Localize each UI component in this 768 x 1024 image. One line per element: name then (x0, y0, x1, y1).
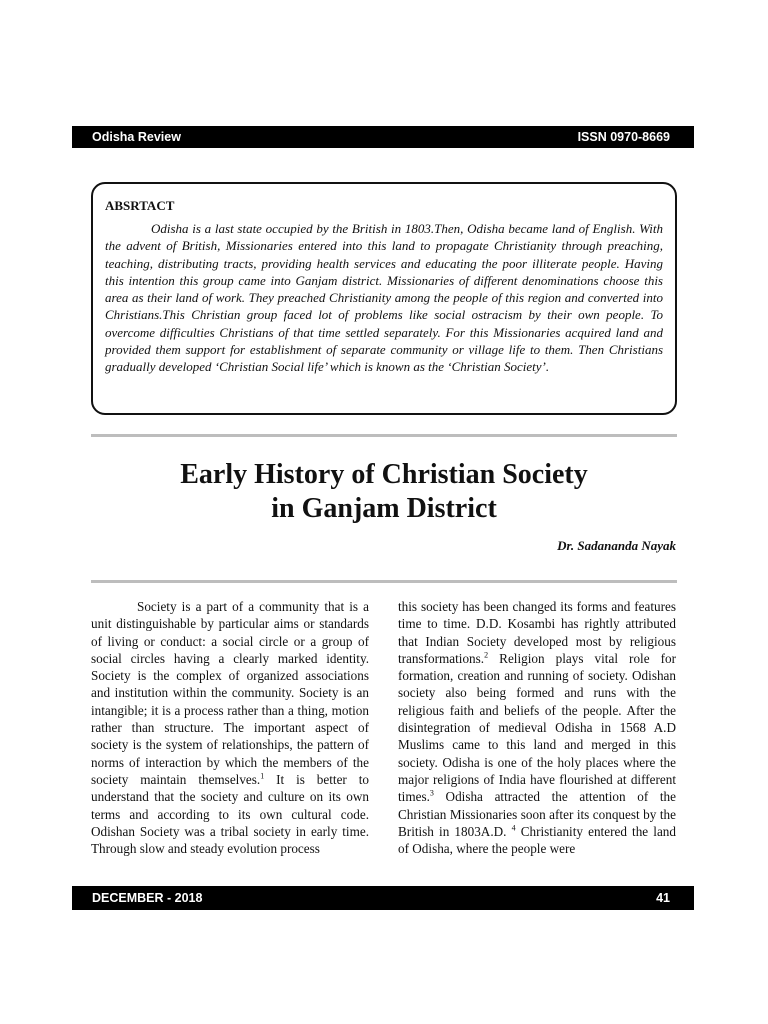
page-number: 41 (656, 891, 670, 905)
body-column-left (91, 598, 369, 857)
right-para-2: Religion plays vital role for formation, creation and running of society. Odishan society also being formed and runs with the religious faith and beliefs of the people. After the disintegration of medieval Odisha in 1568 A.D Muslims came to this land and merged in this society. Odisha is one of the holy places where the major religions of India have flourished at different times. (398, 650, 676, 805)
journal-name: Odisha Review (92, 130, 181, 144)
title-line-1: Early History of Christian Society (180, 459, 588, 490)
title-line-2: in Ganjam District (271, 493, 497, 524)
left-para-1: Society is a part of a community that is a unit distinguishable by particular aims or standards of living or conduct: a social circle or a group of social circles having a clearly marked identity. Society is the complex of organized associations and institution within the community. Society is an intangible; it is a process rather than a thing, motion rather than structure. The important aspect of society is the system of relationships, the pattern of norms of interaction by which the members of the society maintain themselves. (91, 599, 369, 787)
running-footer (72, 886, 694, 910)
left-para-2: It is better to understand that the society and culture on its own terms and according to its own cultural code. Odishan Society was a tribal society in early time. Through slow and steady evolution process (91, 771, 369, 857)
abstract-text: Odisha is a last state occupied by the British in 1803.Then, Odisha became land of English. With the advent of British, Missionaries entered into this land to propagate Christianity through preaching, teaching, distributing tracts, providing health services and educating the poor illiterate people. Having this intention this group came into Ganjam district. Missionaries of different denominations choose this area as their land of work. They preached Christianity among the people of this region and converted into Christians.This Christian group faced lot of problems like social ostracism by their own people. To overcome difficulties Christians of that time settled separately. For this Missionaries acquired land and provided them support for establishment of separate community or village life to them. Then Christians gradually developed ‘Christian Social life’ which is known as the ‘Christian Society’. (105, 221, 663, 375)
right-para-3: Odisha attracted the attention of the Christian Missionaries soon after its conquest by the British in 1803A.D. (398, 789, 676, 839)
footnote-ref-2: 2 (484, 650, 489, 660)
footnote-ref-3: 3 (429, 788, 434, 798)
divider-rule-top (91, 434, 677, 437)
abstract-box (91, 182, 677, 415)
issn-number: ISSN 0970-8669 (577, 130, 670, 144)
footnote-ref-1: 1 (260, 771, 265, 781)
right-para-1: this society has been changed its forms and features time to time. D.D. Kosambi has rightly attributed that Indian Society developed most by religious transformations. (398, 599, 676, 666)
right-para-4: Christianity entered the land of Odisha, where the people were (398, 823, 676, 857)
author-name: Dr. Sadananda Nayak (557, 538, 676, 553)
running-header (72, 126, 694, 148)
footnote-ref-4: 4 (511, 823, 516, 833)
article-title (91, 458, 677, 526)
abstract-heading: ABSRTACT (105, 198, 175, 213)
divider-rule-bottom (91, 580, 677, 583)
body-column-right (398, 598, 676, 857)
issue-date: DECEMBER - 2018 (92, 891, 203, 905)
